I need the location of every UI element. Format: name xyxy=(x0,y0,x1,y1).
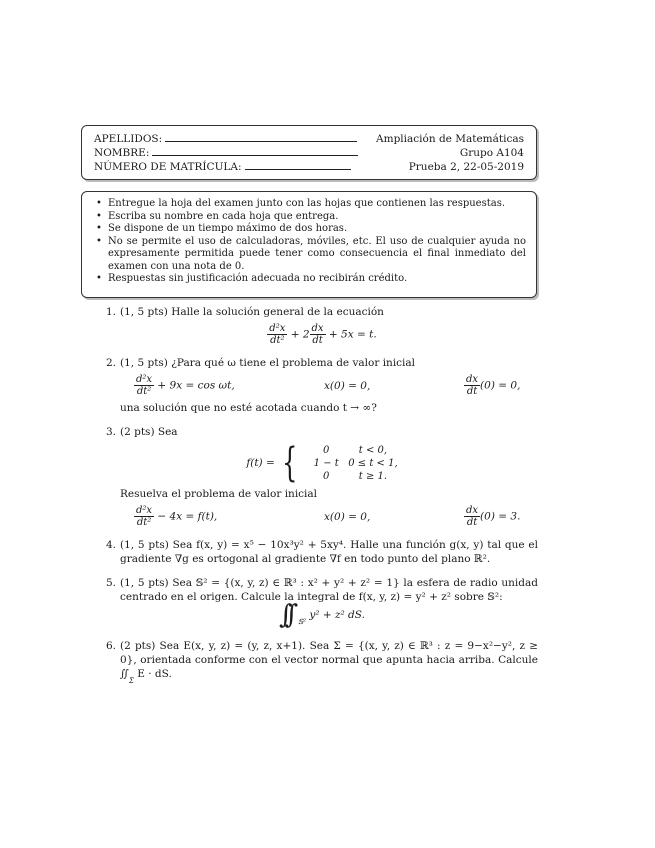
matricula-label: NÚMERO DE MATRÍCULA: xyxy=(94,161,242,173)
problem-text: una solución que no esté acotada cuando t → ∞? xyxy=(120,402,377,414)
problem-number: 6. xyxy=(106,640,117,652)
problem-list xyxy=(106,305,538,698)
problem-number: 2. xyxy=(106,357,117,369)
surface-integral: ∫∫ $_{𝕊^2}$ y² + z² dS. xyxy=(279,600,365,630)
instruction-item: • Respuestas sin justificación adecuada no recibirán crédito. xyxy=(108,273,526,286)
problem-text: (1, 5 pts) Sea 𝕊² = {(x, y, z) ∈ ℝ³ : x² + y² + z² = 1} la esfera de radio unidad centrado en el origen. Calcule la integral de f(x, y, z) = y² + z² sobre 𝕊²: xyxy=(120,577,538,603)
problem-3 xyxy=(106,425,538,528)
nombre-field[interactable] xyxy=(152,146,358,156)
matricula-field[interactable] xyxy=(245,160,351,170)
exam-date: Prueba 2, 22-05-2019 xyxy=(408,161,524,173)
problem-number: 1. xyxy=(106,306,117,318)
instructions-box xyxy=(81,191,537,298)
piecewise-definition: f(t) = { 0 t < 0, 1 − t 0 ≤ t < 1, 0 t ≥ 1. xyxy=(246,440,398,486)
problem-6 xyxy=(106,639,538,688)
problem-5 xyxy=(106,576,538,629)
instruction-item: • Se dispone de un tiempo máximo de dos horas. xyxy=(108,223,526,236)
group-label: Grupo A104 xyxy=(459,147,524,159)
nombre-label: NOMBRE: xyxy=(94,147,150,159)
problem-text: (1, 5 pts) Halle la solución general de la ecuación xyxy=(120,306,384,318)
problem-number: 4. xyxy=(106,539,117,551)
problem-text: (1, 5 pts) Sea f(x, y) = x⁵ − 10x³y² + 5xy⁴. Halle una función g(x, y) tal que el gradiente ∇g es ortogonal al gradiente ∇f en todo punto del plano ℝ². xyxy=(120,539,538,565)
apellidos-field[interactable] xyxy=(165,132,357,142)
student-info-box xyxy=(81,125,537,180)
problem-text: (2 pts) Sea E(x, y, z) = (y, z, x+1). Sea Σ = {(x, y, z) ∈ ℝ³ : z = 9−x²−y², z ≥ 0}, orientada conforme con el vector normal que apunta hacia arriba. Calcule $∬_\Sigma$ E · dS. xyxy=(120,640,538,685)
problem-text: (1, 5 pts) ¿Para qué ω tiene el problema de valor inicial xyxy=(120,357,416,369)
problem-number: 3. xyxy=(106,426,117,438)
equation-row: $\frac{\text{d²x}}{\text{dt²}}$ + 9x = cos ωt, x(0) = 0, $\frac{dx}{dt}$ (0) = 0, xyxy=(136,374,521,397)
problem-text: (2 pts) Sea xyxy=(120,426,178,438)
apellidos-label: APELLIDOS: xyxy=(94,133,163,145)
problem-number: 5. xyxy=(106,577,117,589)
equation: $\frac{\text{d²x}}{\text{dt²}}$ + 2 $\frac{dx}{dt}$ + 5x = t. xyxy=(269,323,377,346)
course-title: Ampliación de Matemáticas xyxy=(376,133,524,145)
instructions-list xyxy=(92,198,526,286)
problem-1 xyxy=(106,305,538,346)
problem-2 xyxy=(106,356,538,415)
problem-text: Resuelva el problema de valor inicial xyxy=(120,488,318,500)
instruction-item: • No se permite el uso de calculadoras, móviles, etc. El uso de cualquier ayuda no expresamente permitida puede tener como consecuencia el final inmediato del examen con una nota de 0. xyxy=(108,236,526,274)
instruction-item: • Entregue la hoja del examen junto con las hojas que contienen las respuestas. xyxy=(108,198,526,211)
problem-4 xyxy=(106,538,538,566)
equation-row: $\frac{\text{d²x}}{\text{dt²}}$ − 4x = f(t), x(0) = 0, $\frac{dx}{dt}$ (0) = 3. xyxy=(136,505,521,528)
instruction-item: • Escriba su nombre en cada hoja que entrega. xyxy=(108,211,526,224)
